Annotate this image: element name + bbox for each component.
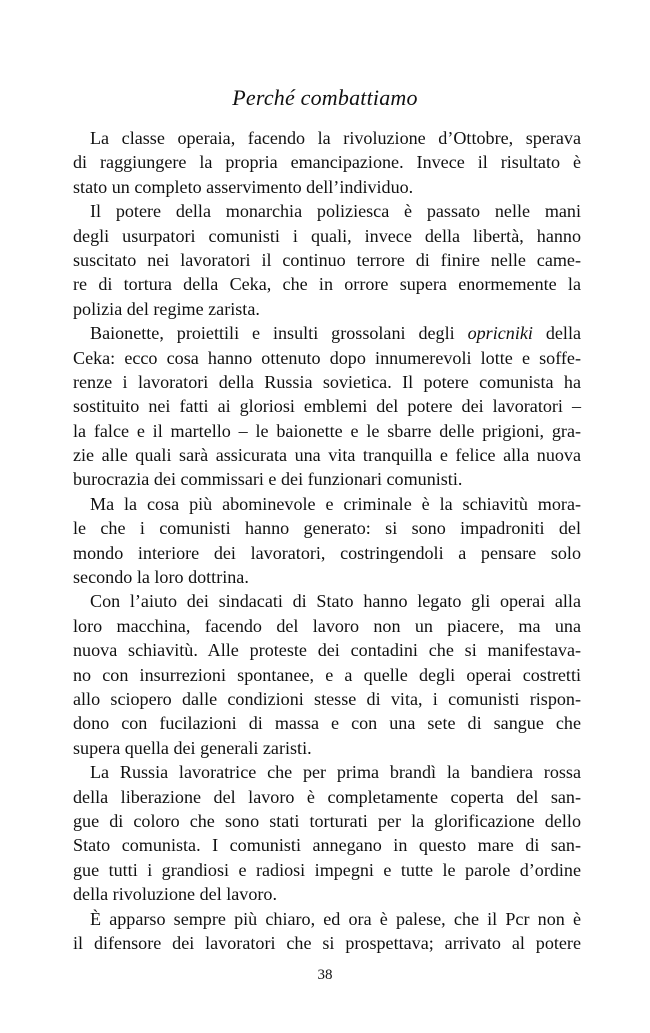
text-line: Con l’aiuto dei sindacati di Stato hanno legato gli operai alla xyxy=(90,591,581,612)
text-line: Ceka: ecco cosa hanno ottenuto dopo innumerevoli lotte e soffe- xyxy=(73,347,581,368)
text-line: Stato comunista. I comunisti annegano in questo mare di san- xyxy=(73,835,581,856)
paragraph xyxy=(73,199,581,321)
text-line: burocrazia dei commissari e dei funzionari comunisti. xyxy=(73,469,463,490)
text-line: mondo interiore dei lavoratori, costringendoli a pensare solo xyxy=(73,542,581,563)
text-line: sostituito nei fatti ai gloriosi emblemi del potere dei lavoratori – xyxy=(73,396,581,417)
body-text xyxy=(73,126,581,955)
text-line: loro macchina, facendo del lavoro non un piacere, ma una xyxy=(73,615,581,636)
text-line: il difensore dei lavoratori che si prospettava; arrivato al potere xyxy=(73,932,581,953)
paragraph xyxy=(73,492,581,590)
text-line: renze i lavoratori della Russia sovietica. Il potere comunista ha xyxy=(73,371,581,392)
text-line: le che i comunisti hanno generato: si sono impadroniti del xyxy=(73,518,581,539)
text-line: zie alle quali sarà assicurata una vita tranquilla e felice alla nuova xyxy=(73,445,581,466)
text-line: no con insurrezioni spontanee, e a quelle degli operai costretti xyxy=(73,664,581,685)
paragraph xyxy=(73,321,581,492)
text-line: della liberazione del lavoro è completamente coperta del san- xyxy=(73,786,581,807)
text-line: gue tutti i grandiosi e radiosi impegni e tutte le parole d’ordine xyxy=(73,859,581,880)
text-line: È apparso sempre più chiaro, ed ora è palese, che il Pcr non è xyxy=(90,908,581,929)
text-line: dono con fucilazioni di massa e con una sete di sangue che xyxy=(73,713,581,734)
text-line: Ma la cosa più abominevole e criminale è la schiavitù mora- xyxy=(90,493,581,514)
text-line: la falce e il martello – le baionette e le sbarre delle prigioni, gra- xyxy=(73,420,581,441)
paragraph xyxy=(73,760,581,906)
text-line: La classe operaia, facendo la rivoluzione d’Ottobre, sperava xyxy=(90,128,581,148)
text-line: supera quella dei generali zaristi. xyxy=(73,737,312,758)
text-line xyxy=(73,321,581,345)
italic-term: opricniki xyxy=(467,323,533,344)
text-line: La Russia lavoratrice che per prima brandì la bandiera rossa xyxy=(90,762,581,783)
paragraph xyxy=(73,589,581,760)
paragraph xyxy=(73,126,581,199)
text-line: polizia del regime zarista. xyxy=(73,298,260,319)
text-line: della rivoluzione del lavoro. xyxy=(73,884,277,905)
text-line: di raggiungere la propria emancipazione. Invece il risultato è xyxy=(73,152,581,173)
text-segment: Baionette, proiettili e insulti grossolani degli xyxy=(90,323,468,344)
paragraph xyxy=(73,907,581,956)
text-line: degli usurpatori comunisti i quali, invece della libertà, hanno xyxy=(73,225,581,246)
text-line: re di tortura della Ceka, che in orrore supera enormemente la xyxy=(73,274,581,295)
page-number: 38 xyxy=(317,967,333,983)
text-line: nuova schiavitù. Alle proteste dei contadini che si manifestava- xyxy=(73,640,581,661)
text-segment: della xyxy=(532,323,581,344)
text-line: suscitato nei lavoratori il continuo terrore di finire nelle came- xyxy=(73,249,581,270)
text-line: stato un completo asservimento dell’individuo. xyxy=(73,176,414,197)
text-line: Il potere della monarchia poliziesca è passato nelle mani xyxy=(90,201,581,222)
chapter-title: Perché combattiamo xyxy=(232,85,418,110)
text-line: secondo la loro dottrina. xyxy=(73,567,249,588)
text-line: allo sciopero dalle condizioni stesse di vita, i comunisti rispon- xyxy=(73,688,581,709)
text-line: gue di coloro che sono stati torturati per la glorificazione dello xyxy=(73,810,581,831)
